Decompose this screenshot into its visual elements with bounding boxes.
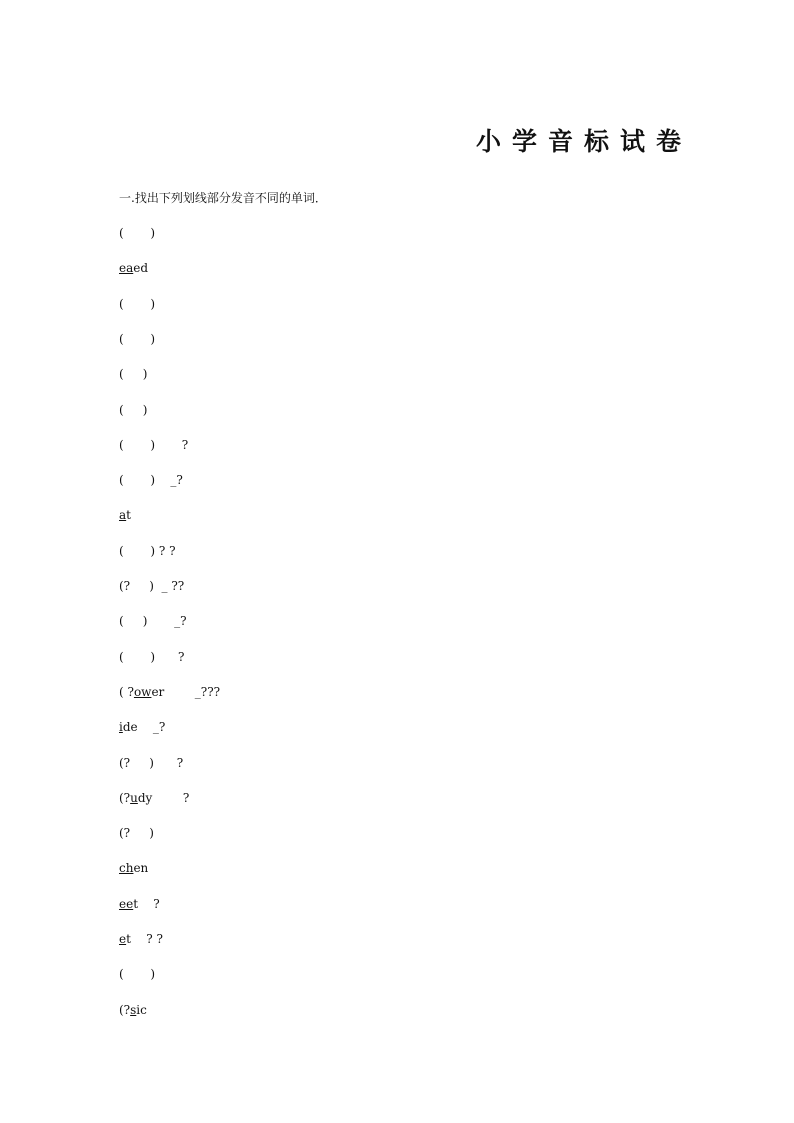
line-text: (?	[119, 790, 131, 805]
line-text: ( )	[119, 967, 156, 982]
line-text: ( )	[119, 296, 156, 311]
question-line	[119, 649, 184, 665]
question-line	[119, 402, 147, 418]
question-line	[119, 225, 155, 241]
line-text: ( ) _?	[119, 614, 187, 629]
line-text: ( )	[119, 331, 156, 346]
line-text: de _?	[122, 720, 166, 735]
line-text: dy ?	[137, 790, 190, 805]
question-line	[119, 684, 220, 700]
question-line	[119, 896, 160, 912]
line-text: ( ) _?	[119, 473, 183, 488]
line-text: (? ) _ ??	[119, 579, 185, 593]
question-line	[119, 296, 155, 312]
question-line	[119, 260, 148, 276]
question-line	[119, 755, 183, 771]
underlined-text: ee	[119, 896, 134, 911]
line-text: ed	[133, 261, 149, 276]
question-line	[119, 437, 188, 453]
question-line	[119, 931, 163, 947]
line-text: t ?	[133, 896, 160, 911]
line-text: ( )	[119, 226, 156, 240]
line-text: (? ) ?	[119, 755, 184, 770]
line-text: (?	[119, 1002, 131, 1017]
question-line	[119, 331, 155, 347]
line-text: (? )	[119, 826, 154, 841]
question-line	[119, 825, 154, 841]
line-text: ( ) ?	[119, 649, 185, 664]
line-text: t ? ?	[126, 932, 163, 946]
underlined-text: ea	[119, 261, 134, 276]
question-line	[119, 966, 155, 982]
question-line	[119, 507, 131, 523]
question-line	[119, 613, 187, 629]
underlined-text: ch	[119, 861, 134, 876]
line-text: t	[126, 508, 131, 523]
question-line	[119, 578, 184, 594]
line-text: ( )	[119, 402, 148, 417]
question-line	[119, 1002, 147, 1018]
line-text: ( )	[119, 367, 148, 382]
underlined-text: u	[130, 790, 138, 805]
underlined-text: i	[119, 720, 123, 735]
underlined-text: ow	[133, 684, 152, 699]
question-line	[119, 719, 165, 735]
section-heading: 一.找出下列划线部分发音不同的单词．	[119, 191, 327, 205]
question-line	[119, 366, 147, 382]
question-line	[119, 860, 148, 876]
question-line	[119, 472, 183, 488]
question-line	[119, 790, 189, 806]
line-text: er _???	[151, 684, 221, 699]
line-text: ( ) ? ?	[119, 543, 176, 558]
underlined-text: a	[119, 508, 127, 523]
page-title: 小学音标试卷	[476, 127, 693, 156]
line-text: ic	[136, 1002, 147, 1017]
line-text: en	[133, 861, 149, 876]
underlined-text: s	[130, 1002, 137, 1017]
question-line	[119, 543, 176, 559]
line-text: ( ) ?	[119, 437, 189, 452]
underlined-text: e	[119, 932, 127, 946]
line-text: ( ?	[119, 684, 134, 699]
